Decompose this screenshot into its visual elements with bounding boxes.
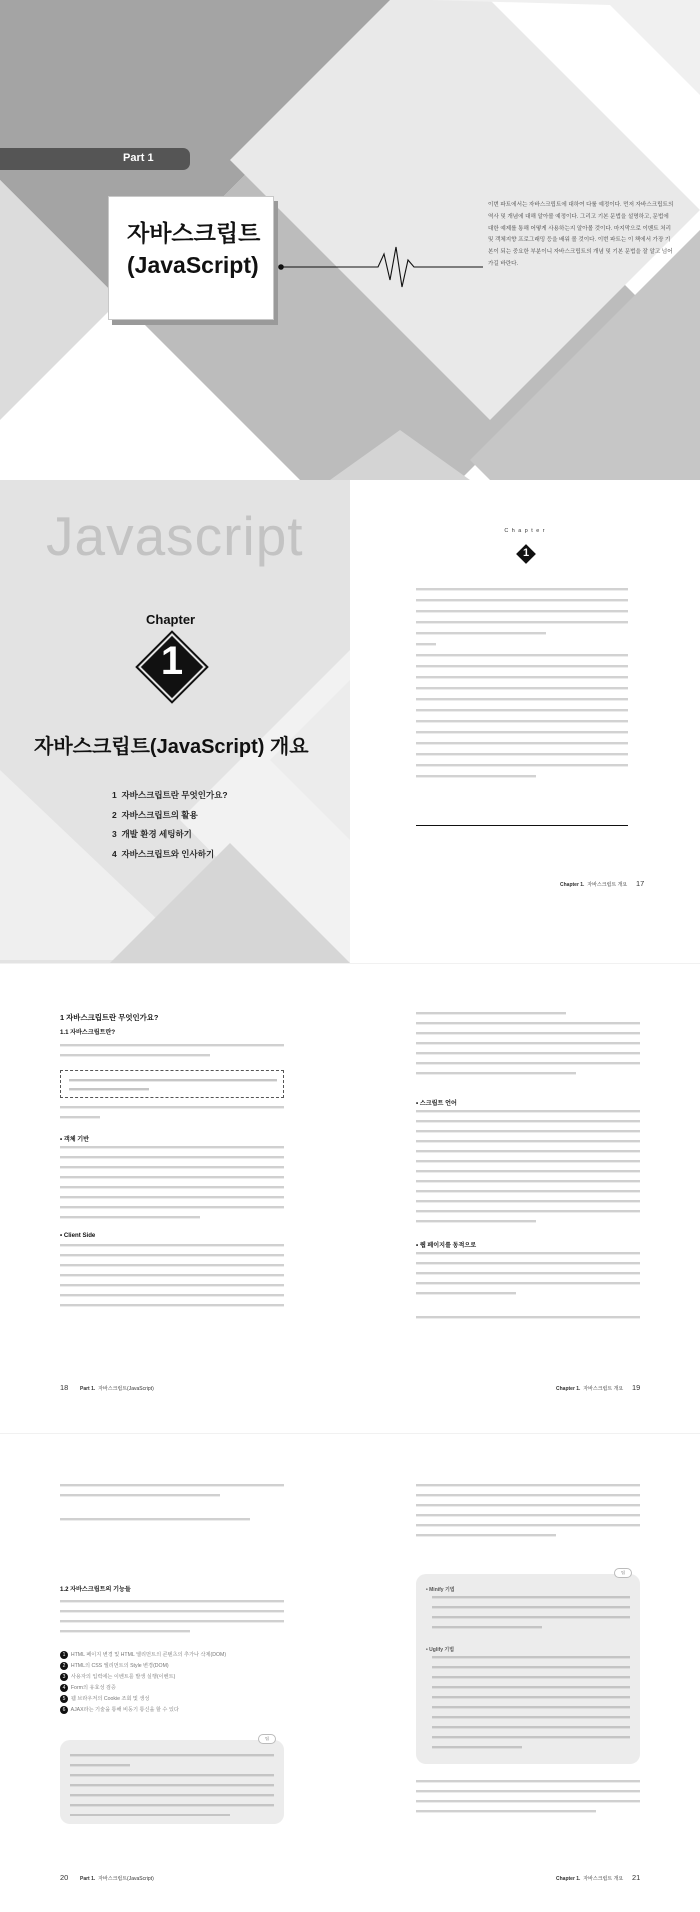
right-chapter-diamond: 1 [516, 544, 536, 564]
bullet-client-side: • Client Side [60, 1232, 96, 1239]
cover-title-card [108, 196, 274, 320]
feature-item: 2 HTML의 CSS 엘리먼트의 Style 변경(DOM) [60, 1661, 226, 1672]
right-closing-paragraph [416, 1780, 640, 1820]
bullet-dynamic-web-page: • 웹 페이지를 동적으로 [416, 1242, 477, 1249]
feature-item: 1 HTML 페이지 변경 및 HTML 엘리먼트의 콘텐츠의 추가나 삭제(DOM) [60, 1650, 226, 1661]
ajax-tip-box [60, 1736, 284, 1824]
bullet-object-based: • 객체 기반 [60, 1136, 90, 1143]
subsection-heading-1-2: 1.2 자바스크립트의 기능들 [60, 1586, 131, 1593]
text-spread-18-19 [0, 963, 700, 1433]
tip-badge: 팁 [258, 1734, 276, 1744]
tip-badge: 팁 [614, 1568, 632, 1578]
toc-item[interactable]: 3 개발 환경 세팅하기 [112, 829, 192, 839]
cover-intro-text: 이번 파트에서는 자바스크립트에 대하여 다룰 예정이다. 먼저 자바스크립트의 역사 및 개념에 대해 알아볼 예정이다. 그리고 기본 문법을 설명하고, 문법에 대한 예제를 통해 어떻게 사용하는지 알아볼 것이다. 마지막으로 이벤트 처리 및 객체지향 프로그래밍 등을 배워 볼 것이다. 이번 파트는 이 책에서 가장 기본이 되는 중요한 부분이니 자바스크립트의 개념 및 기본 문법을 잘 알고 넘어가길 바란다. [488, 202, 674, 267]
feature-item: 4 Form의 유효성 검증 [60, 1683, 226, 1694]
page-footer-17: Chapter 1. 자바스크립트 개요 [560, 882, 628, 888]
right-paragraph-intro [416, 1484, 640, 1540]
page-number-19: 19 [632, 1383, 641, 1392]
chapter-intro-text-block [416, 588, 628, 778]
part-label: Part 1 [123, 152, 154, 164]
right-page-rule [416, 825, 628, 826]
javascript-watermark: Javascript [46, 505, 304, 567]
heartbeat-line [278, 242, 488, 294]
minify-uglify-tip-box [416, 1570, 640, 1764]
features-intro-text [60, 1600, 284, 1640]
intro-paragraph [60, 1044, 284, 1064]
definition-box [60, 1070, 284, 1098]
paragraph-2 [60, 1106, 284, 1126]
features-list [60, 1650, 226, 1716]
chapter-number-diamond [141, 636, 203, 698]
tip-bullet-uglify: • Uglify 기법 [426, 1647, 455, 1653]
toc-item[interactable]: 4 자바스크립트와 인사하기 [112, 848, 215, 859]
script-language-text [416, 1110, 640, 1230]
left-carryover-text [60, 1484, 284, 1504]
part-cover-page [0, 0, 700, 480]
left-paragraph-2 [60, 1518, 284, 1524]
right-paragraph-end [416, 1316, 640, 1322]
page-number-21: 21 [632, 1873, 641, 1882]
feature-item: 3 사용자의 입력에는 이벤트를 발생 실행(이벤트) [60, 1672, 226, 1683]
tip-bullet-minify: • Minify 기법 [426, 1587, 455, 1593]
bullet-script-language: • 스크립트 언어 [416, 1100, 457, 1107]
dynamic-web-page-text [416, 1252, 640, 1302]
chapter-label: Chapter [146, 612, 196, 627]
chapter-title: 자바스크립트(JavaScript) 개요 [34, 736, 309, 758]
feature-item: 5 웹 브라우저의 Cookie 조회 및 생성 [60, 1694, 226, 1705]
client-side-text [60, 1244, 284, 1314]
chapter-number: 1 [160, 639, 184, 683]
cover-title-line1: 자바스크립트 [127, 220, 261, 246]
toc-item[interactable]: 1 자바스크립트란 무엇인가요? [112, 790, 228, 800]
right-paragraph-1 [416, 1012, 640, 1092]
toc-item[interactable]: 2 자바스크립트의 활용 [112, 809, 198, 820]
page-number-17: 17 [636, 879, 645, 888]
chapter-opener-spread [0, 480, 700, 963]
part-label-bar [0, 148, 190, 170]
page-number-20: 20 [60, 1873, 69, 1882]
chapter-right-page [350, 480, 700, 963]
feature-item: 6 AJAX라는 기술을 통해 비동기 통신을 할 수 있다 [60, 1705, 226, 1716]
right-chapter-label: C h a p t e r [504, 528, 546, 534]
page-footer-18: Part 1. 자바스크립트(JavaScript) [80, 1386, 154, 1392]
page-footer-20: Part 1. 자바스크립트(JavaScript) [80, 1876, 154, 1882]
object-based-text [60, 1146, 284, 1226]
chapter-left-page [0, 480, 350, 963]
page-number-18: 18 [60, 1383, 69, 1392]
chapter-toc [112, 786, 228, 864]
page-footer-21: Chapter 1. 자바스크립트 개요 [556, 1876, 624, 1882]
subsection-heading-1-1: 1.1 자바스크립트란? [60, 1029, 116, 1036]
page-footer-19: Chapter 1. 자바스크립트 개요 [556, 1386, 624, 1392]
cover-title-line2: (JavaScript) [127, 252, 259, 278]
section-heading-1: 1 자바스크립트란 무엇인가요? [60, 1013, 159, 1022]
text-spread-20-21 [0, 1433, 700, 1912]
